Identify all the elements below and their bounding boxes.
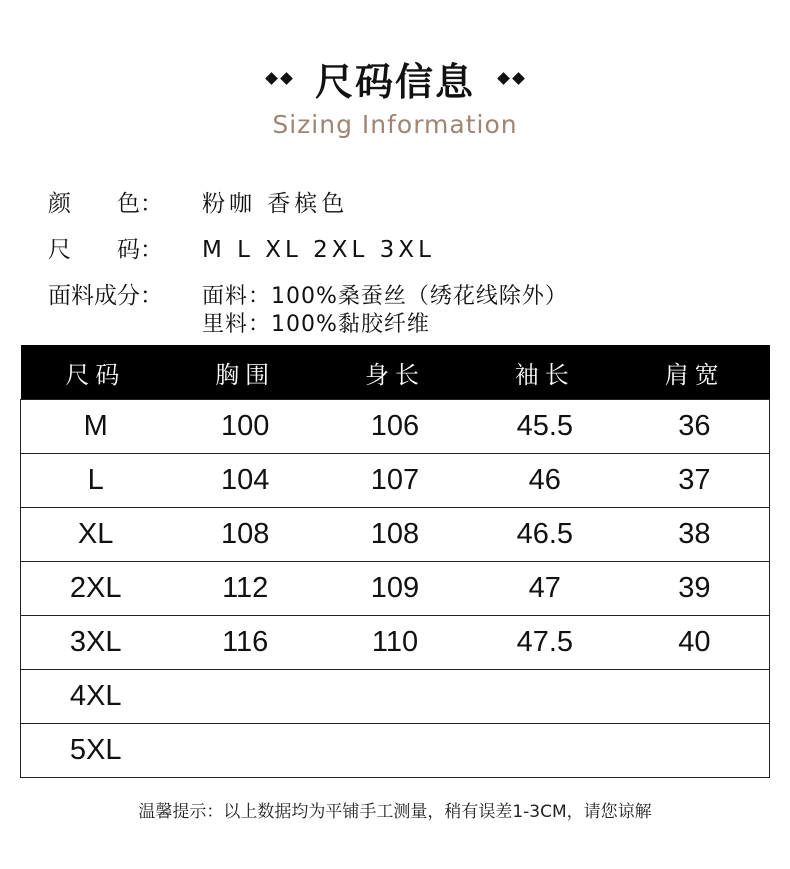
cell-sleeve: 47: [470, 562, 620, 616]
cell-sleeve: 47.5: [470, 616, 620, 670]
header-chest: 胸围: [170, 345, 320, 400]
cell-size: M: [21, 400, 171, 454]
cell-size: XL: [21, 508, 171, 562]
diamond-icon: [280, 72, 293, 85]
cell-size: 5XL: [21, 724, 171, 778]
cell-length: 109: [320, 562, 470, 616]
header-sleeve: 袖长: [470, 345, 620, 400]
header-size: 尺码: [21, 345, 171, 400]
cell-length: 108: [320, 508, 470, 562]
header-length: 身长: [320, 345, 470, 400]
cell-chest: 104: [170, 454, 320, 508]
color-value: 粉咖 香槟色: [202, 191, 349, 217]
cell-shoulder: [620, 670, 770, 724]
cell-chest: [170, 670, 320, 724]
cell-shoulder: 40: [620, 616, 770, 670]
page-title: 尺码信息: [314, 59, 475, 104]
table-row: [21, 724, 770, 778]
cell-shoulder: [620, 724, 770, 778]
table-row: [21, 616, 770, 670]
color-label: 颜 色：: [48, 191, 163, 217]
spec-size: [48, 231, 435, 264]
cell-shoulder: 37: [620, 454, 770, 508]
size-label: 尺 码：: [48, 237, 163, 263]
spec-fabric-lining: [202, 307, 430, 338]
spec-fabric: [48, 277, 568, 310]
table-row: [21, 454, 770, 508]
cell-chest: 116: [170, 616, 320, 670]
cell-sleeve: [470, 670, 620, 724]
cell-chest: 112: [170, 562, 320, 616]
size-value: M L XL 2XL 3XL: [202, 237, 435, 263]
spec-color: [48, 185, 348, 218]
table-row: [21, 562, 770, 616]
diamond-icon: [512, 72, 525, 85]
table-row: [21, 508, 770, 562]
right-diamond-ornament: [499, 74, 523, 83]
page-subtitle: Sizing Information: [272, 110, 518, 139]
cell-length: 110: [320, 616, 470, 670]
left-diamond-ornament: [267, 74, 291, 83]
cell-size: 3XL: [21, 616, 171, 670]
cell-size: 4XL: [21, 670, 171, 724]
diamond-icon: [265, 72, 278, 85]
cell-shoulder: 39: [620, 562, 770, 616]
cell-chest: 108: [170, 508, 320, 562]
cell-sleeve: 45.5: [470, 400, 620, 454]
table-row: [21, 670, 770, 724]
table-row: [21, 400, 770, 454]
cell-size: L: [21, 454, 171, 508]
cell-sleeve: [470, 724, 620, 778]
fabric-value-outer: 面料：100%桑蚕丝（绣花线除外）: [202, 284, 568, 309]
cell-sleeve: 46: [470, 454, 620, 508]
cell-shoulder: 38: [620, 508, 770, 562]
cell-shoulder: 36: [620, 400, 770, 454]
header-shoulder: 肩宽: [620, 345, 770, 400]
diamond-icon: [497, 72, 510, 85]
cell-length: 106: [320, 400, 470, 454]
cell-chest: [170, 724, 320, 778]
cell-sleeve: 46.5: [470, 508, 620, 562]
title-row: [0, 52, 790, 104]
fabric-value-lining: 里料：100%黏胶纤维: [202, 312, 430, 337]
measurement-note: 温馨提示：以上数据均为平铺手工测量，稍有误差1-3CM，请您谅解: [138, 802, 652, 822]
cell-length: [320, 724, 470, 778]
cell-length: 107: [320, 454, 470, 508]
table-header-row: [21, 345, 770, 400]
fabric-label: 面料成分：: [48, 283, 163, 309]
cell-length: [320, 670, 470, 724]
cell-size: 2XL: [21, 562, 171, 616]
cell-chest: 100: [170, 400, 320, 454]
size-table: [20, 345, 770, 778]
